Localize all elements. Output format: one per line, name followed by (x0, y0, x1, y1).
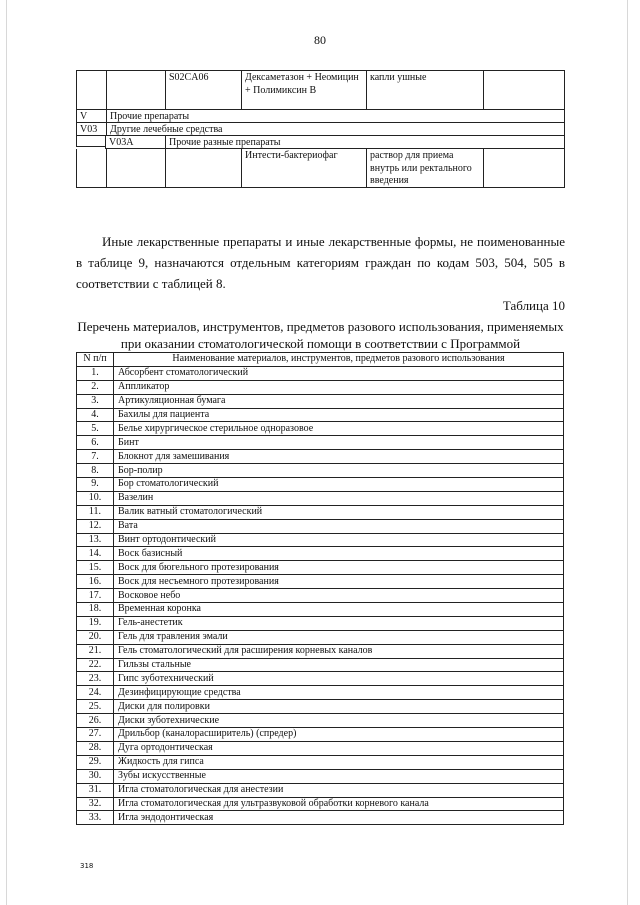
table-row (76, 70, 565, 110)
table-row (105, 136, 565, 149)
item-name: Бахилы для пациента (114, 408, 564, 422)
item-number: 12. (77, 519, 114, 533)
item-number: 3. (77, 394, 114, 408)
item-number: 4. (77, 408, 114, 422)
atc-code-cell: V03A (109, 137, 134, 148)
item-number: 17. (77, 589, 114, 603)
item-number: 8. (77, 464, 114, 478)
item-number: 20. (77, 630, 114, 644)
materials-table-body (77, 366, 564, 824)
table-row (77, 380, 564, 394)
dosage-form-cell: капли ушные (366, 71, 483, 109)
header-num: N п/п (77, 353, 114, 367)
item-number: 16. (77, 575, 114, 589)
item-name: Гель стоматологический для расширения корневых каналов (114, 644, 564, 658)
item-number: 32. (77, 797, 114, 811)
item-number: 9. (77, 478, 114, 492)
item-name: Воск базисный (114, 547, 564, 561)
table-row (77, 561, 564, 575)
table-row (77, 450, 564, 464)
table-row (77, 464, 564, 478)
item-name: Гель-анестетик (114, 616, 564, 630)
item-name: Бор-полир (114, 464, 564, 478)
table-row (76, 110, 565, 123)
body-paragraph: Иные лекарственные препараты и иные лекарственные формы, не поименованные в таблице 9, назначаются отдельным категориям граждан по кодам 503, 504, 505 в соответствии с таблицей 8. (76, 234, 565, 291)
item-number: 22. (77, 658, 114, 672)
table-row (77, 644, 564, 658)
table-row (77, 755, 564, 769)
item-number: 21. (77, 644, 114, 658)
group-name-cell: Прочие препараты (106, 110, 192, 122)
item-number: 5. (77, 422, 114, 436)
item-name: Блокнот для замешивания (114, 450, 564, 464)
item-name: Временная коронка (114, 603, 564, 617)
scan-edge-right (627, 0, 628, 905)
table-row (77, 616, 564, 630)
table-row (77, 533, 564, 547)
item-number: 25. (77, 700, 114, 714)
drug-name-cell: Дексаметазон + Неомицин + Полимиксин B (241, 71, 366, 109)
dosage-form-cell: раствор для приема внутрь или ректального введения (366, 149, 483, 187)
atc-code-cell: V (80, 111, 88, 122)
drug-name-cell: Интести-бактериофаг (241, 149, 366, 187)
table-header-row (77, 353, 564, 367)
item-number: 30. (77, 769, 114, 783)
item-number: 7. (77, 450, 114, 464)
item-name: Вазелин (114, 491, 564, 505)
item-number: 31. (77, 783, 114, 797)
group-name-cell: Другие лечебные средства (106, 123, 226, 135)
item-name: Воск для несъемного протезирования (114, 575, 564, 589)
table-row (76, 123, 565, 136)
item-name: Артикуляционная бумага (114, 394, 564, 408)
table-label: Таблица 10 (502, 298, 565, 313)
item-number: 13. (77, 533, 114, 547)
item-name: Аппликатор (114, 380, 564, 394)
group-name-cell: Прочие разные препараты (165, 136, 284, 148)
item-name: Белье хирургическое стерильное одноразовое (114, 422, 564, 436)
item-name: Диски для полировки (114, 700, 564, 714)
item-number: 29. (77, 755, 114, 769)
item-name: Гильзы стальные (114, 658, 564, 672)
item-name: Зубы искусственные (114, 769, 564, 783)
item-name: Вата (114, 519, 564, 533)
table-row (77, 783, 564, 797)
header-name: Наименование материалов, инструментов, предметов разового использования (114, 353, 564, 367)
item-name: Игла эндодонтическая (114, 811, 564, 825)
table-row (77, 811, 564, 825)
table-row (77, 547, 564, 561)
table-row (77, 366, 564, 380)
table-row (77, 741, 564, 755)
item-number: 27. (77, 728, 114, 742)
item-name: Игла стоматологическая для анестезии (114, 783, 564, 797)
materials-table (76, 352, 564, 825)
item-number: 1. (77, 366, 114, 380)
table-row (77, 714, 564, 728)
table-row (77, 408, 564, 422)
item-name: Дрильбор (каналорасширитель) (спредер) (114, 728, 564, 742)
table-row (77, 797, 564, 811)
item-number: 24. (77, 686, 114, 700)
item-name: Абсорбент стоматологический (114, 366, 564, 380)
item-number: 11. (77, 505, 114, 519)
table-row (77, 436, 564, 450)
table-row (77, 575, 564, 589)
page-number: 80 (314, 33, 326, 47)
table-row (77, 658, 564, 672)
table-row (77, 589, 564, 603)
item-number: 23. (77, 672, 114, 686)
table-row (77, 700, 564, 714)
item-name: Жидкость для гипса (114, 755, 564, 769)
drug-table-continuation (76, 70, 565, 188)
table-row (77, 519, 564, 533)
table-row (77, 630, 564, 644)
atc-code-cell: S02CA06 (165, 71, 211, 109)
item-name: Винт ортодонтический (114, 533, 564, 547)
atc-code-cell: V03 (80, 124, 98, 135)
item-name: Дезинфицирующие средства (114, 686, 564, 700)
item-number: 28. (77, 741, 114, 755)
table-row (77, 728, 564, 742)
item-name: Восковое небо (114, 589, 564, 603)
item-number: 6. (77, 436, 114, 450)
table-row (77, 422, 564, 436)
table-row (77, 769, 564, 783)
item-name: Валик ватный стоматологический (114, 505, 564, 519)
item-number: 14. (77, 547, 114, 561)
item-number: 10. (77, 491, 114, 505)
table-row (77, 394, 564, 408)
table-row (77, 672, 564, 686)
table-caption: Перечень материалов, инструментов, предметов разового использования, применяемых при оказании стоматологической помощи в соответствии с Программой (77, 319, 564, 351)
item-name: Бор стоматологический (114, 478, 564, 492)
item-name: Дуга ортодонтическая (114, 741, 564, 755)
table-row (77, 603, 564, 617)
item-number: 18. (77, 603, 114, 617)
table-row (77, 478, 564, 492)
item-name: Гель для травления эмали (114, 630, 564, 644)
item-name: Игла стоматологическая для ультразвуковой обработки корневого канала (114, 797, 564, 811)
item-name: Бинт (114, 436, 564, 450)
item-number: 33. (77, 811, 114, 825)
item-number: 19. (77, 616, 114, 630)
table-row (77, 686, 564, 700)
item-name: Диски зуботехнические (114, 714, 564, 728)
item-name: Воск для бюгельного протезирования (114, 561, 564, 575)
item-number: 2. (77, 380, 114, 394)
table-row (77, 491, 564, 505)
item-number: 26. (77, 714, 114, 728)
table-row (76, 149, 565, 188)
table-row (77, 505, 564, 519)
scan-edge-left (6, 0, 7, 905)
item-number: 15. (77, 561, 114, 575)
footer-mark: 318 (80, 862, 94, 870)
item-name: Гипс зуботехнический (114, 672, 564, 686)
